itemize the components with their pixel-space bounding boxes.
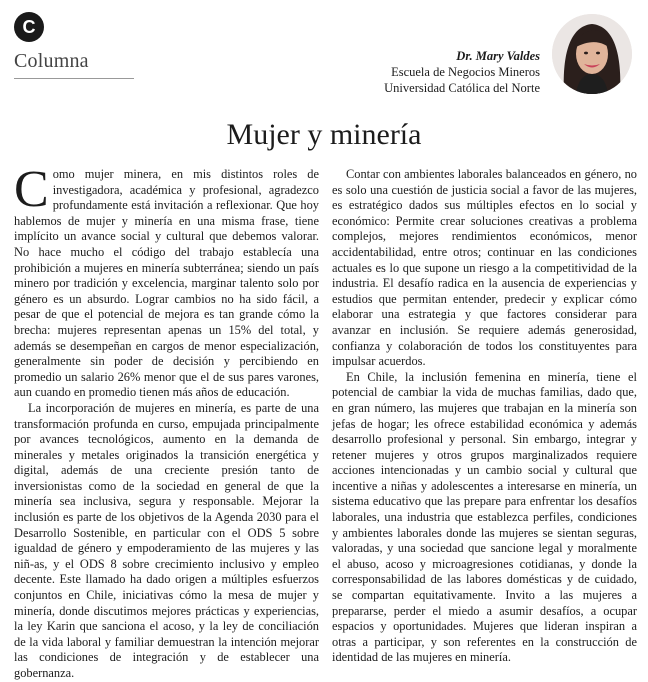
paragraph (14, 161, 319, 401)
paragraph: La incorporación de mujeres en minería, es parte de una transformación profunda en curso, empujada principalmente por avances tecnológicos, aumento en la demanda de minerales y metales originados la transición energética y digital, además de una creciente presión tanto de inversionistas como de la sociedad en general de que la minería sea inclusiva, segura y responsable. Mejorar la inclusión es parte de los objetivos de la Agenda 2030 para el Desarrollo Sostenible, en particular con el ODS 5 sobre igualdad de género y empoderamiento de las mujeres y las niñ-as, y el ODS 8 sobre crecimiento inclusivo y empleo decente. Este llamado ha dado origen a múltiples esfuerzos conjuntos en Chile, iniciativas cómo la mesa de mujer y minería, donde discutimos mejores prácticas y experiencias, la ley Karin que sanciona el acoso, y la ley de conciliación de la vida laboral y familiar demuestran la intención mejorar las condiciones de integración y de establecer una gobernanza. (14, 400, 319, 680)
section-divider (14, 78, 134, 79)
author-affiliation-2: Universidad Católica del Norte (384, 81, 540, 95)
article-column-right (332, 167, 637, 666)
paragraph: Contar con ambientes laborales balanceados en género, no es solo una cuestión de justicia social a favor de las mujeres, es estratégico dados sus múltiples efectos en lo social y económico: Permite crear soluciones creativas a problema complejos, mejores rendimientos económicos, menor accidentabilidad, entre otros; continuar en las condiciones actuales es lo que supone un riesgo a la competitividad de la industria. El desafío radica en la ausencia de experiencias y estudios que permitan entender, predecir y explicar cómo elaborar una estrategia y que factores considerar para avanzar en inclusión. Se requiere además generosidad, confianza y colaboración de todos los constituyentes para impulsar acuerdos. (332, 167, 637, 369)
author-affiliation-1: Escuela de Negocios Mineros (391, 65, 540, 79)
paragraph: En Chile, la inclusión femenina en minería, tiene el potencial de cambiar la vida de muchas familias, dado que, en gran número, las mujeres que trabajan en la minería son jefas de hogar; les ofrece estabilidad económica y además desarrollo profesional y personal. Sin embargo, integrar y retener mujeres y otros grupos marginalizados requiere acciones intencionadas y un cambio social y cultural que incentive a niñas y adolescentes a interesarse en minería, un sistema educativo que las prepare para enfrentar los desafíos laborales, una industria que establezca perfiles, condiciones y ambientes laborales donde las mujeres se sientan seguras, valoradas, y una sociedad que sancione legal y moralmente el abuso, acoso y microagresiones cotidianas, y donde la corresponsabilidad de las labores domésticas y de cuidado, se compartan equitativamente. Invito a las mujeres a prepararse, perder el miedo a asumir desafíos, a ocupar espacios y oportunidades. Mujeres que lideran inspiran a otras a participar, y son referentes en la construcción de identidad de las mujeres en minería. (332, 369, 637, 665)
drop-cap: C (14, 161, 49, 218)
author-block (384, 48, 540, 96)
column-badge: C (14, 12, 44, 42)
article-column-left (14, 161, 319, 682)
author-portrait-icon (552, 14, 632, 94)
section-label: Columna (14, 50, 89, 72)
author-photo (552, 14, 632, 94)
article-title: Mujer y minería (226, 118, 422, 151)
paragraph-text: omo mujer minera, en mis distintos roles de investigadora, académica y profesional, agradezco profundamente está invitación a reflexionar. Que hoy hablemos de mujer y minería en una misma frase, tiene implícito un avance social y cultural que debemos valorar. No hace mucho el código del trabajo establecía una prohibición a mujeres en minería subterránea; siendo un país minero por tradición y excelencia, marginar talento solo por género es un absurdo. Lograr cambios no ha sido fácil, a pesar de que el potencial de mejora es tan grande cómo la brecha: mujeres representan apenas un 15% del total, y además se desempeñan en cargos de menor especialización, generalmente sin poder de decisión y percibiendo en promedio un salario 26% menor que el de sus pares varones, aun cuando en promedio tienen más años de educación. (14, 167, 319, 400)
author-name: Dr. Mary Valdes (456, 49, 540, 63)
